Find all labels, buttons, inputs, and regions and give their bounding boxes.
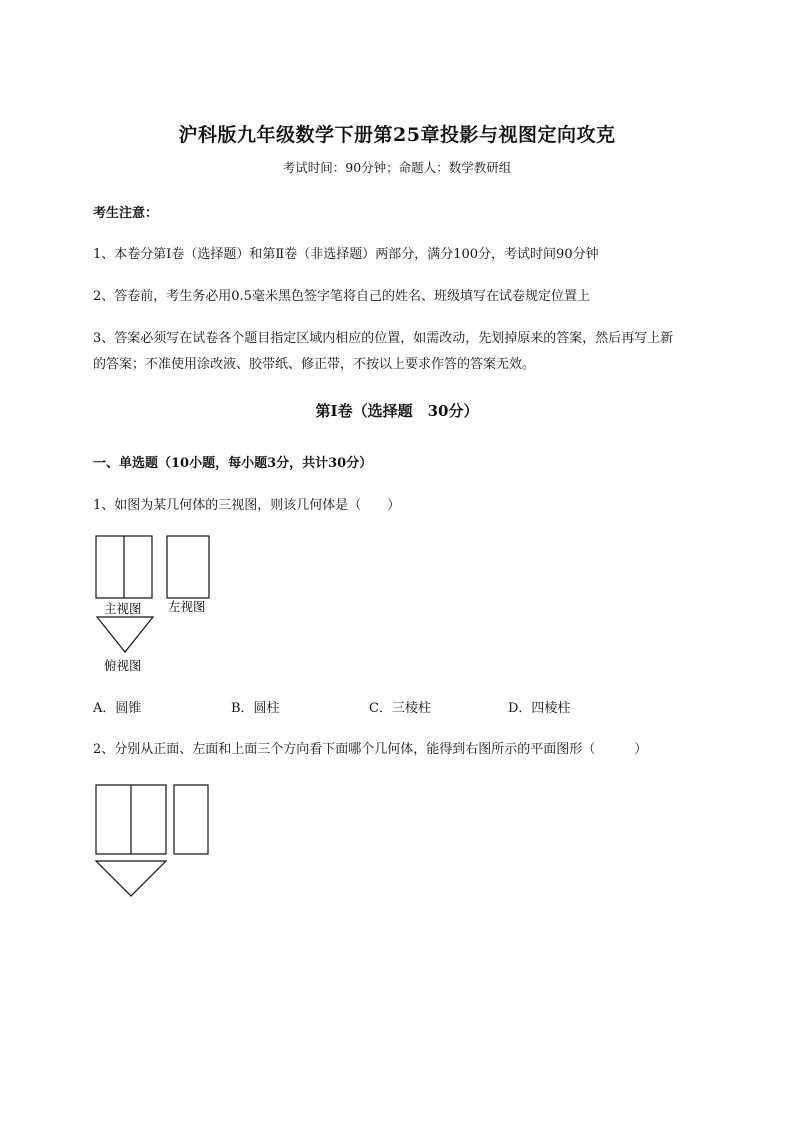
left-view-rect <box>174 785 208 854</box>
question-1: 1、如图为某几何体的三视图，则该几何体是（ ） <box>93 498 401 513</box>
notice-heading: 考生注意： <box>93 206 159 221</box>
part-heading: 一、单选题（10小题，每小题3分，共计30分） <box>93 456 373 471</box>
option-c: C．三棱柱 <box>369 701 431 716</box>
top-view-triangle <box>97 617 153 652</box>
left-view-rect <box>167 536 209 598</box>
notice-2: 2、答卷前，考生务必用0.5毫米黑色签字笔将自己的姓名、班级填写在试卷规定位置上 <box>93 289 590 304</box>
left-view-label: 左视图 <box>168 599 206 614</box>
top-view-label: 俯视图 <box>104 658 142 673</box>
top-view-triangle <box>96 861 166 896</box>
exam-info: 考试时间：90分钟；命题人：数学教研组 <box>282 160 512 175</box>
document-title: 沪科版九年级数学下册第25章投影与视图定向攻克 <box>178 124 616 146</box>
notice-1: 1、本卷分第Ⅰ卷（选择题）和第Ⅱ卷（非选择题）两部分，满分100分，考试时间90分钟 <box>93 247 599 262</box>
section-title: 第Ⅰ卷（选择题 30分） <box>315 402 479 420</box>
option-a: A．圆锥 <box>93 701 142 716</box>
question-2: 2、分别从正面、左面和上面三个方向看下面哪个几何体，能得到右图所示的平面图形（ ） <box>93 742 648 757</box>
notice-3: 3、答案必须写在试卷各个题目指定区域内相应的位置，如需改动，先划掉原来的答案，然后再写上新 <box>93 331 674 346</box>
option-b: B．圆柱 <box>231 701 280 716</box>
q1-three-view-figure <box>90 530 230 680</box>
q2-plane-figure <box>90 780 220 902</box>
notice-3-cont: 的答案；不准使用涂改液、胶带纸、修正带，不按以上要求作答的答案无效。 <box>93 357 536 372</box>
option-d: D．四棱柱 <box>508 701 571 716</box>
front-view-label: 主视图 <box>104 601 142 616</box>
